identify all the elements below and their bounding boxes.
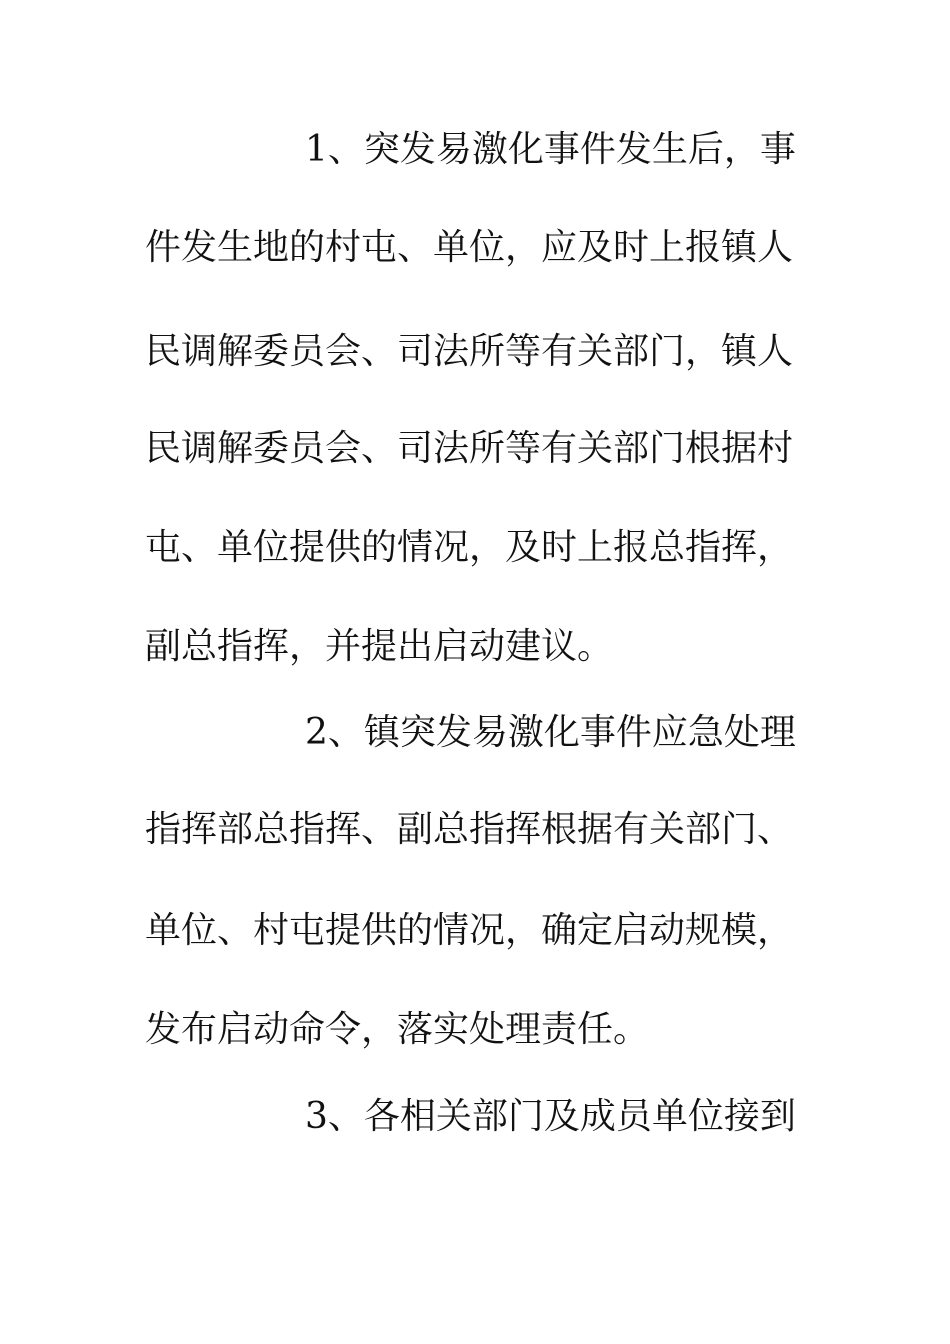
paragraph-2-line-1: 2、镇突发易激化事件应急处理 — [305, 712, 796, 753]
paragraph-2-line-2: 指挥部总指挥、副总指挥根据有关部门、 — [145, 809, 794, 850]
paragraph-1-line-5: 屯、单位提供的情况，及时上报总指挥， — [145, 527, 794, 568]
paragraph-3-line-1: 3、各相关部门及成员单位接到 — [305, 1096, 796, 1137]
paragraph-1-line-6: 副总指挥，并提出启动建议。 — [145, 626, 614, 667]
paragraph-1-line-1: 1、突发易激化事件发生后，事 — [305, 129, 796, 170]
paragraph-2-line-3: 单位、村屯提供的情况，确定启动规模， — [145, 910, 794, 951]
paragraph-1-line-3: 民调解委员会、司法所等有关部门，镇人 — [145, 331, 794, 372]
paragraph-1-line-4: 民调解委员会、司法所等有关部门根据村 — [145, 428, 794, 469]
paragraph-2-line-4: 发布启动命令，落实处理责任。 — [145, 1009, 650, 1050]
paragraph-1-line-2: 件发生地的村屯、单位，应及时上报镇人 — [145, 227, 794, 268]
